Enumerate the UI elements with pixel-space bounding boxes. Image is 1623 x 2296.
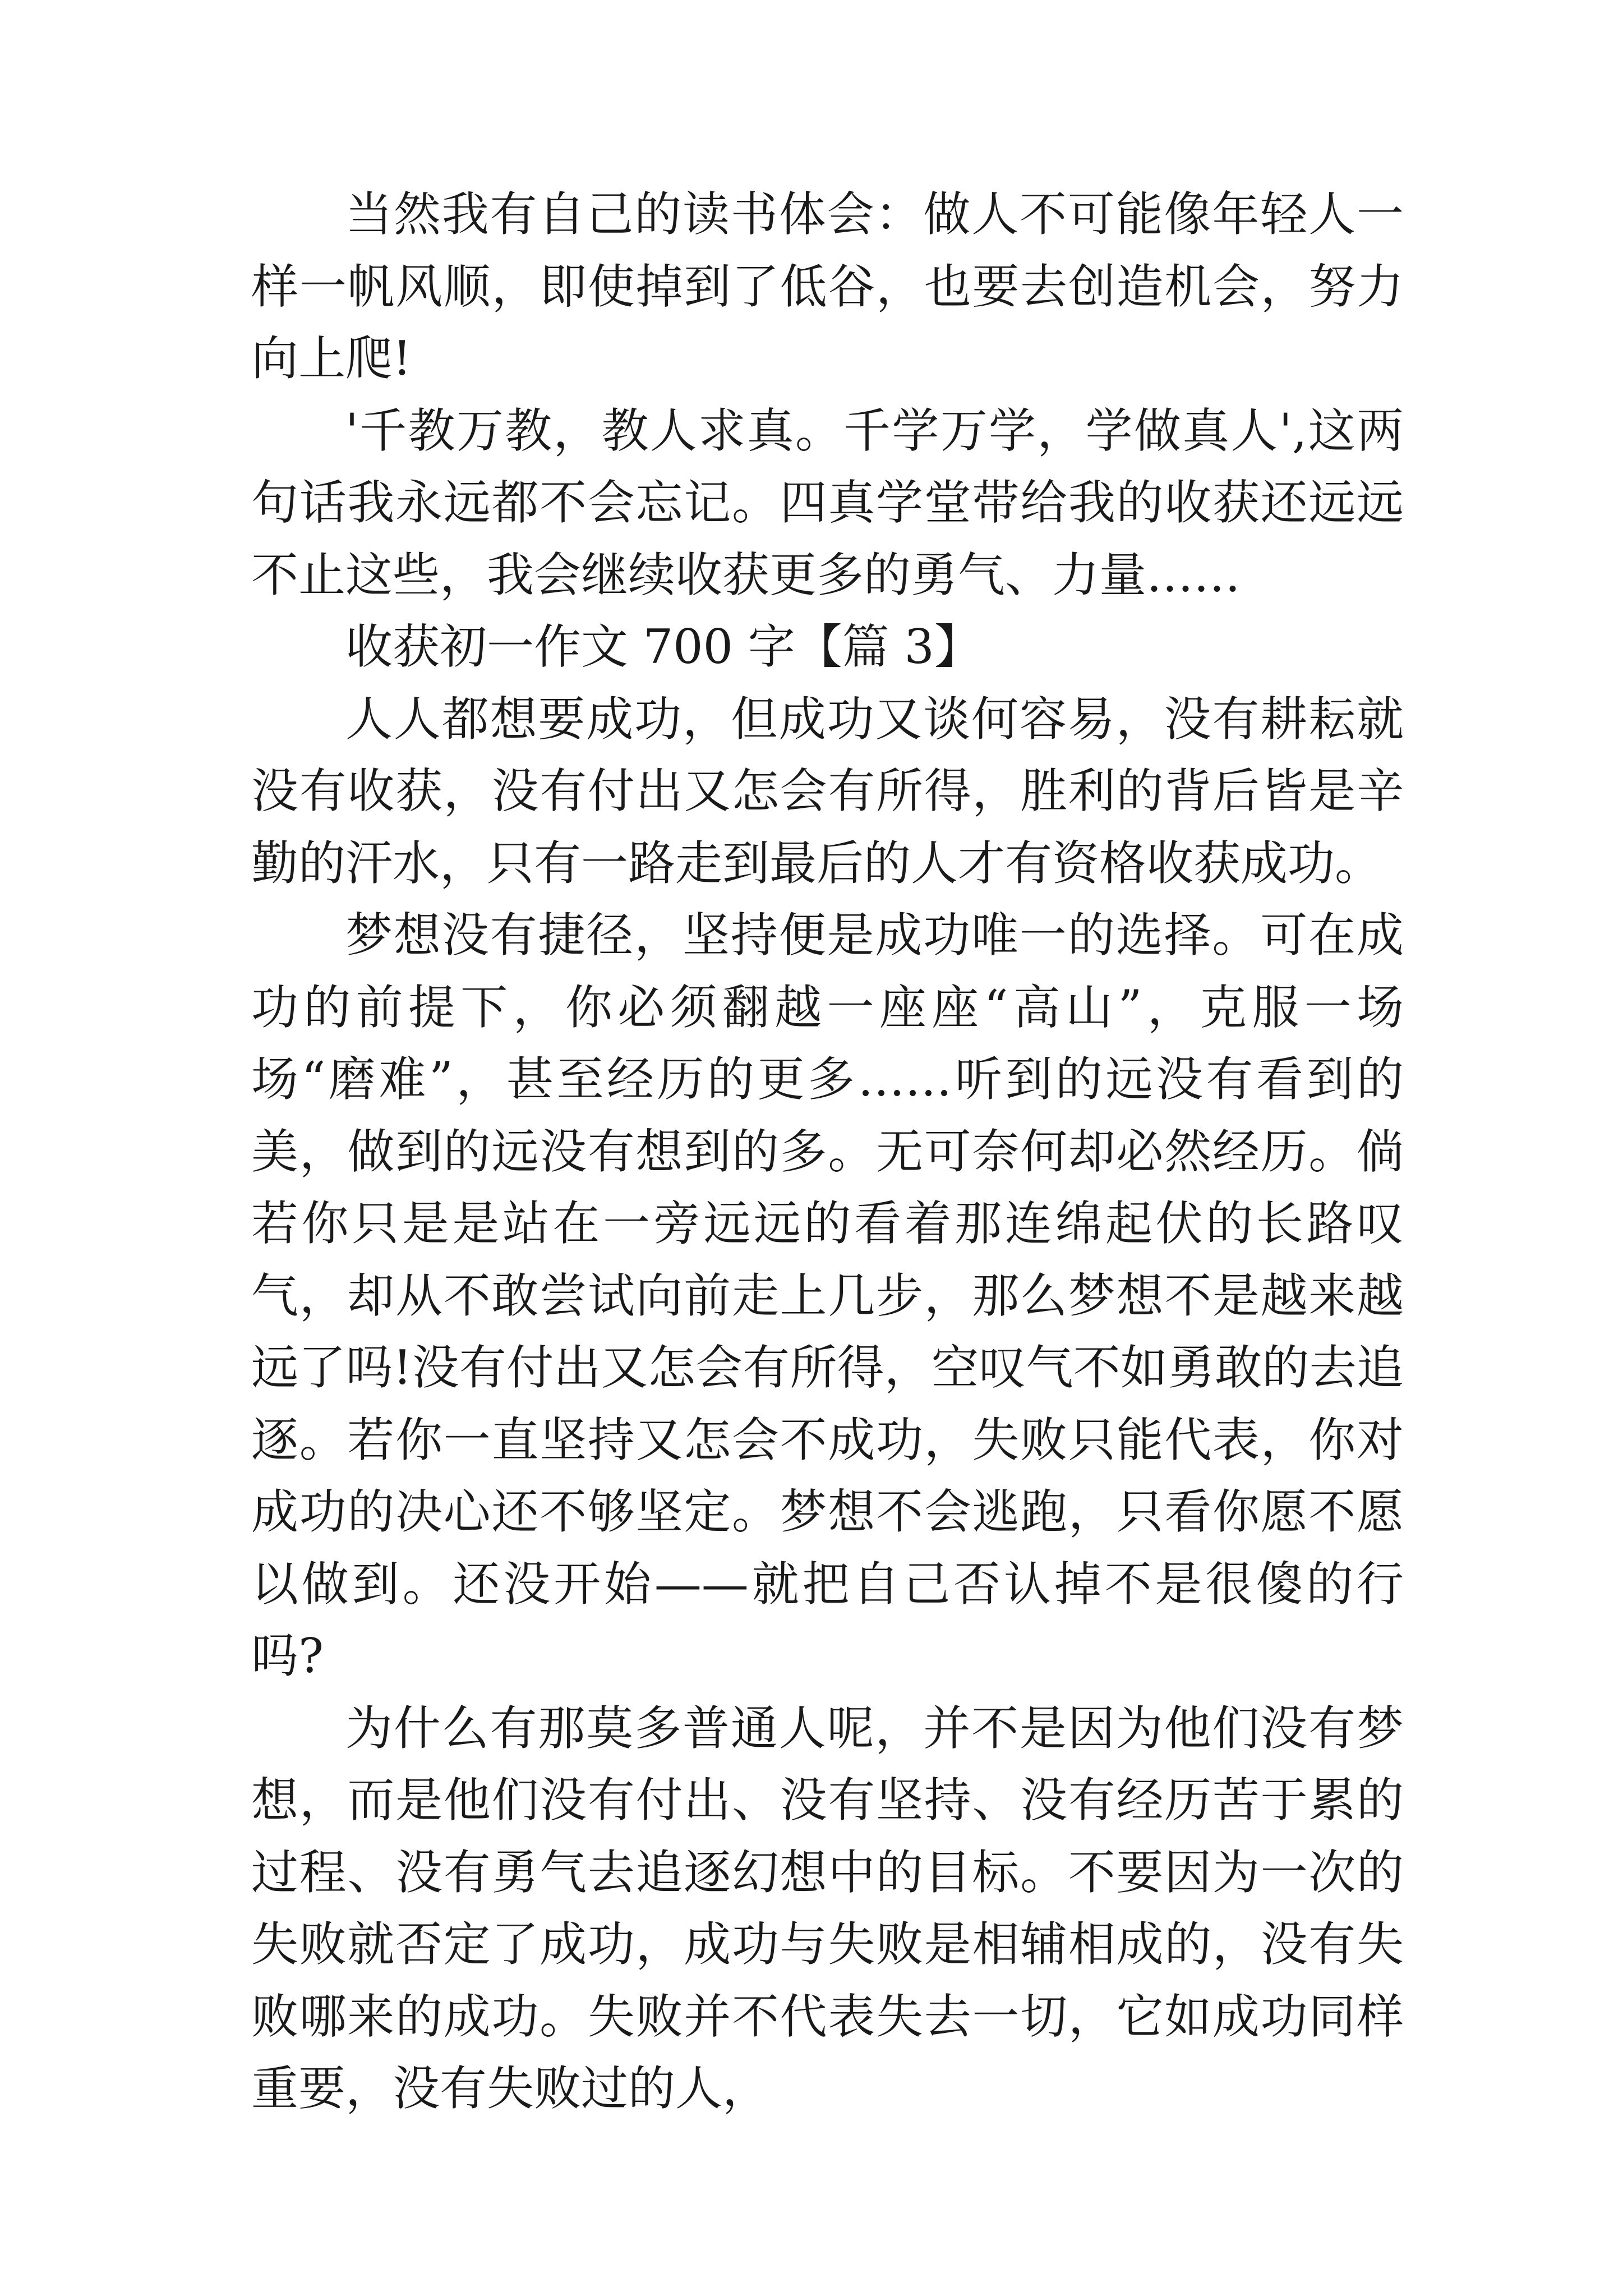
paragraph-dream-persistence: 梦想没有捷径，坚持便是成功唯一的选择。可在成功的前提下，你必须翻越一座座“高山”，克服一场场“磨难”，甚至经历的更多……听到的远没有看到的美，做到的远没有想到的多。无可奈何却必然经历。倘若你只是是站在一旁远远的看着那连绵起伏的长路叹气，却从不敢尝试向前走上几步，那么梦想不是越来越远了吗!没有付出又怎会有所得，空叹气不如勇敢的去追逐。若你一直坚持又怎会不成功，失败只能代表，你对成功的决心还不够坚定。梦想不会逃跑，只看你愿不愿以做到。还没开始——就把自己否认掉不是很傻的行吗?	[251, 908, 1404, 1683]
document-body	[251, 178, 1404, 2125]
paragraph-reading-reflection: 当然我有自己的读书体会：做人不可能像年轻人一样一帆风顺，即使掉到了低谷，也要去创造机会，努力向上爬!	[251, 187, 1404, 386]
paragraph-ordinary-people: 为什么有那莫多普通人呢，并不是因为他们没有梦想，而是他们没有付出、没有坚持、没有经历苦于累的过程、没有勇气去追逐幻想中的目标。不要因为一次的失败就否定了成功，成功与失败是相辅相成的，没有失败哪来的成功。失败并不代表失去一切，它如成功同样重要，没有失败过的人，	[251, 1700, 1404, 2116]
section-heading: 收获初一作文 700 字【篇 3】	[345, 619, 981, 674]
paragraph-success-effort: 人人都想要成功，但成功又谈何容易，没有耕耘就没有收获，没有付出又怎会有所得，胜利的背后皆是辛勤的汗水，只有一路走到最后的人才有资格收获成功。	[251, 691, 1404, 891]
paragraph-quote-motto: '千教万教，教人求真。千学万学，学做真人',这两句话我永远都不会忘记。四真学堂带给我的收获还远远不止这些，我会继续收获更多的勇气、力量……	[251, 403, 1404, 602]
